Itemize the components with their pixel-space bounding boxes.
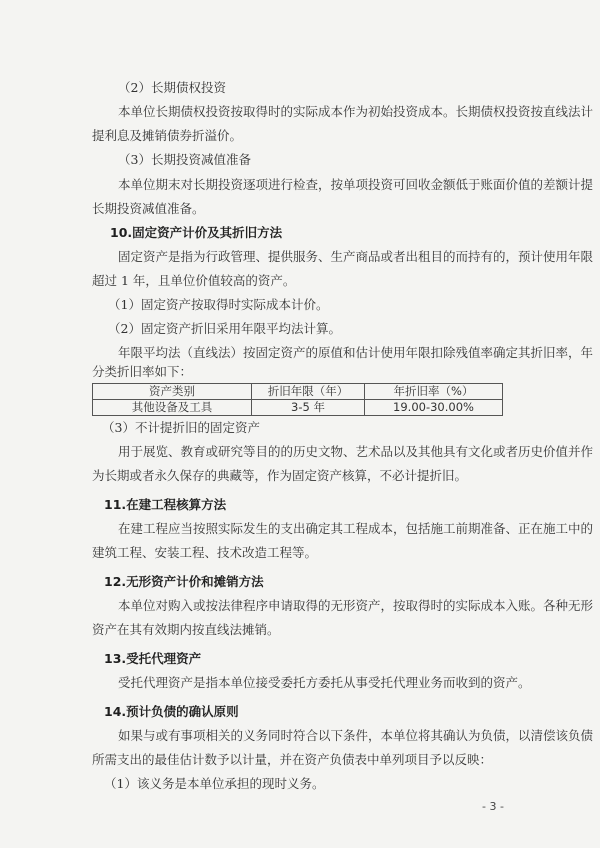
page-number: - 3 -	[482, 800, 504, 813]
paragraph-line: 固定资产是指为行政管理、提供服务、生产商品或者出租目的而持有的，预计使用年限	[118, 249, 594, 264]
table-header-cell: 年折旧率（%）	[365, 384, 503, 400]
paragraph-line: 超过 1 年，且单位价值较高的资产。	[92, 273, 296, 288]
paragraph-line: 本单位期末对长期投资逐项进行检查，按单项投资可回收金额低于账面价值的差额计提	[118, 177, 594, 192]
paragraph-line: 年限平均法（直线法）按固定资产的原值和估计使用年限扣除残值率确定其折旧率，年	[118, 345, 594, 360]
paragraph-line: 所需支出的最佳估计数予以计量，并在资产负债表中单列项目予以反映：	[92, 752, 493, 767]
section-heading: 14.预计负债的确认原则	[104, 704, 239, 719]
section-heading: 12.无形资产计价和摊销方法	[104, 574, 264, 589]
subsection-title: （2）长期债权投资	[118, 80, 226, 95]
paragraph-line: 长期投资减值准备。	[92, 201, 205, 216]
paragraph-line: （2）固定资产折旧采用年限平均法计算。	[108, 321, 341, 336]
paragraph-line: 本单位长期债权投资按取得时的实际成本作为初始投资成本。长期债权投资按直线法计	[118, 104, 594, 119]
paragraph-line: 分类折旧率如下：	[92, 364, 193, 379]
paragraph-line: 如果与或有事项相关的义务同时符合以下条件，本单位将其确认为负债，以清偿该负债	[118, 728, 594, 743]
paragraph-line: （1）该义务是本单位承担的现时义务。	[104, 776, 325, 791]
paragraph-line: 本单位对购入或按法律程序申请取得的无形资产，按取得时的实际成本入账。各种无形	[118, 598, 594, 613]
table-cell: 19.00-30.00%	[365, 400, 503, 416]
section-heading: 13.受托代理资产	[104, 651, 202, 666]
table-cell: 3-5 年	[252, 400, 365, 416]
table-row	[93, 400, 503, 416]
paragraph-line: 提利息及摊销债券折溢价。	[92, 128, 243, 143]
paragraph-line: （1）固定资产按取得时实际成本计价。	[108, 297, 329, 312]
table-header-cell: 折旧年限（年）	[252, 384, 365, 400]
depreciation-table	[92, 383, 503, 416]
paragraph-line: （3）不计提折旧的固定资产	[102, 420, 260, 435]
paragraph-line: 为长期或者永久保存的典藏等，作为固定资产核算，不必计提折旧。	[92, 468, 468, 483]
table-header-cell: 资产类别	[93, 384, 252, 400]
paragraph-line: 资产在其有效期内按直线法摊销。	[92, 622, 280, 637]
paragraph-line: 用于展览、教育或研究等目的的历史文物、艺术品以及其他具有文化或者历史价值并作	[118, 444, 594, 459]
paragraph-line: 受托代理资产是指本单位接受委托方委托从事受托代理业务而收到的资产。	[118, 675, 531, 690]
paragraph-line: 建筑工程、安装工程、技术改造工程等。	[92, 545, 318, 560]
section-heading: 10.固定资产计价及其折旧方法	[110, 225, 283, 240]
paragraph-line: 在建工程应当按照实际发生的支出确定其工程成本，包括施工前期准备、正在施工中的	[118, 521, 594, 536]
subsection-title: （3）长期投资减值准备	[118, 152, 251, 167]
table-cell: 其他设备及工具	[93, 400, 252, 416]
section-heading: 11.在建工程核算方法	[104, 497, 227, 512]
table-header-row	[93, 384, 503, 400]
